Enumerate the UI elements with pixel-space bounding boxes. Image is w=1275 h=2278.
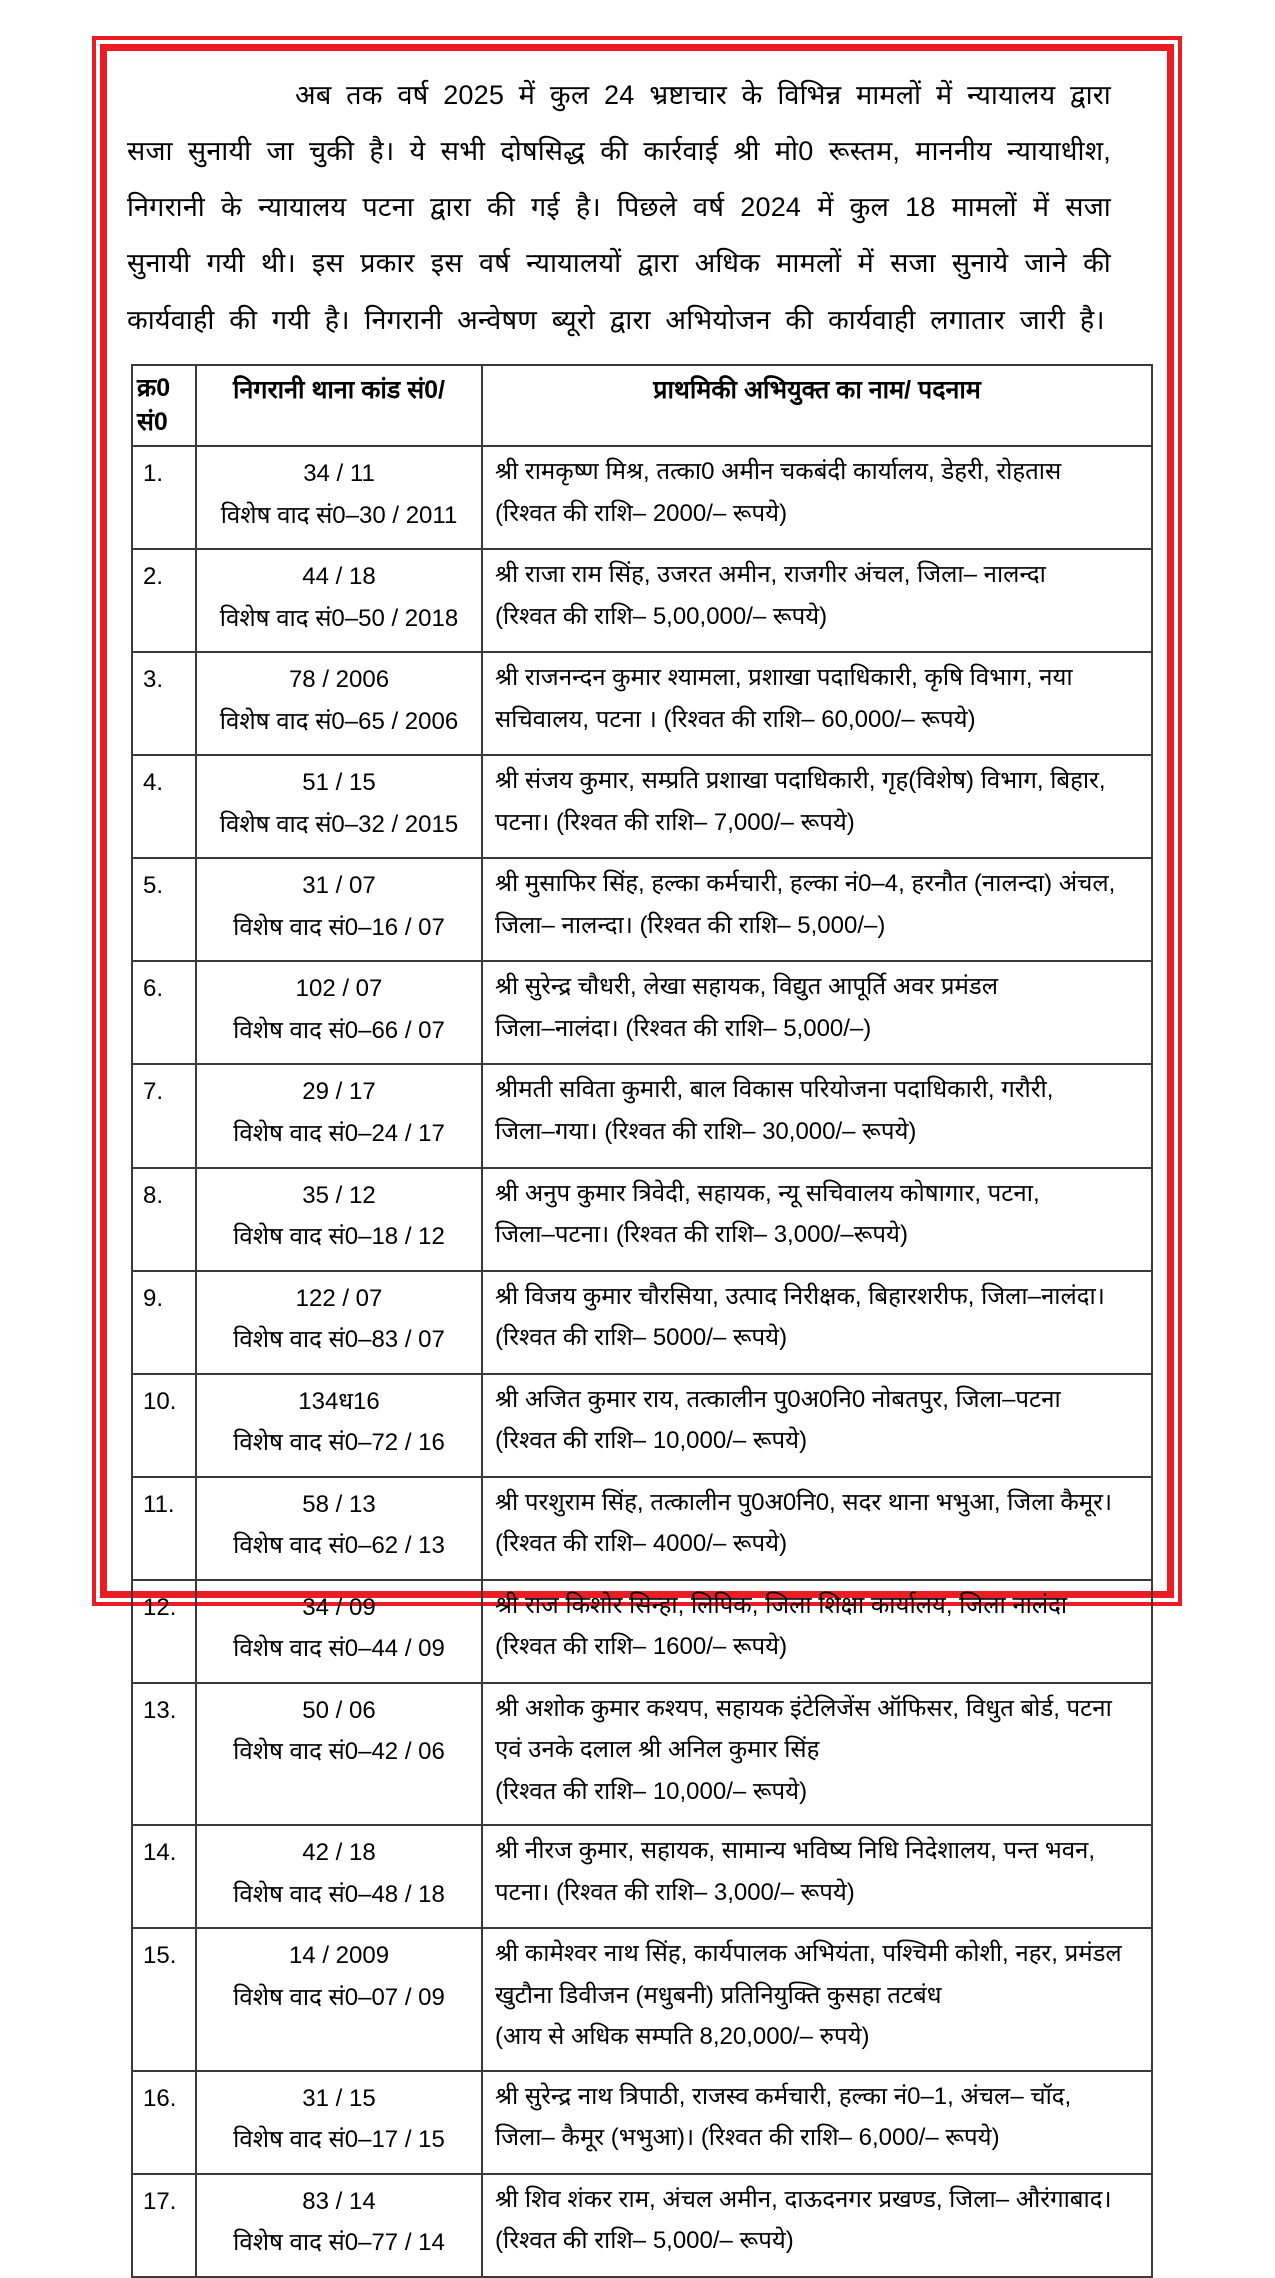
case-number: 134ध16 — [298, 1387, 380, 1415]
cell-accused-details — [482, 1928, 1152, 2071]
decorative-red-frame — [92, 36, 1182, 2257]
cell-case-no — [196, 1683, 482, 1826]
table-row — [132, 961, 1152, 1064]
cell-serial-no: 7. — [132, 1064, 196, 1167]
accused-text-line: सचिवालय, पटना । (रिश्वत की राशि– 60,000/– रूपये) — [495, 705, 976, 733]
cell-serial-no: 13. — [132, 1683, 196, 1826]
accused-text-line: (रिश्वत की राशि– 5000/– रूपये) — [495, 1324, 788, 1352]
accused-text-line: पटना। (रिश्वत की राशि– 7,000/– रूपये) — [495, 808, 855, 836]
case-number: 83 / 14 — [302, 2187, 376, 2215]
accused-text-line: पटना। (रिश्वत की राशि– 3,000/– रूपये) — [495, 1878, 855, 1906]
special-case-number: विशेष वाद सं0–18 / 12 — [233, 1223, 445, 1251]
cell-accused-details — [482, 1477, 1152, 1580]
accused-text-line: श्री राजनन्दन कुमार श्यामला, प्रशाखा पदाधिकारी, कृषि विभाग, नया — [495, 664, 1073, 692]
special-case-number: विशेष वाद सं0–50 / 2018 — [219, 604, 459, 632]
accused-text-line: (रिश्वत की राशि– 5,00,000/– रूपये) — [495, 602, 828, 630]
cell-accused-details — [482, 446, 1152, 549]
case-number: 51 / 15 — [302, 769, 376, 797]
cell-accused-details — [482, 858, 1152, 961]
special-case-number: विशेष वाद सं0–42 / 06 — [233, 1738, 445, 1766]
cell-serial-no: 16. — [132, 2071, 196, 2174]
cell-accused-details — [482, 1064, 1152, 1167]
accused-text-line: जिला– कैमूर (भभुआ)। (रिश्वत की राशि– 6,000/– रूपये) — [495, 2124, 1000, 2152]
cell-serial-no: 8. — [132, 1168, 196, 1271]
accused-text-line: खुटौना डिवीजन (मधुबनी) प्रतिनियुक्ति कुसहा तटबंध — [495, 1981, 942, 2009]
table-row — [132, 858, 1152, 961]
accused-text-line: एवं उनके दलाल श्री अनिल कुमार सिंह — [495, 1736, 820, 1764]
table-row — [132, 1928, 1152, 2071]
cell-accused-details — [482, 1271, 1152, 1374]
cell-serial-no: 4. — [132, 755, 196, 858]
cell-accused-details — [482, 1683, 1152, 1826]
case-number: 34 / 09 — [302, 1593, 376, 1621]
cell-case-no — [196, 1271, 482, 1374]
special-case-number: विशेष वाद सं0–44 / 09 — [233, 1635, 445, 1663]
case-number: 78 / 2006 — [288, 666, 390, 694]
cases-table — [131, 364, 1153, 2278]
table-row — [132, 1477, 1152, 1580]
accused-text-line: (रिश्वत की राशि– 5,000/– रूपये) — [495, 2227, 794, 2255]
case-number: 14 / 2009 — [288, 1942, 390, 1970]
accused-text-line: श्री सुरेन्द्र नाथ त्रिपाठी, राजस्व कर्मचारी, हल्का नं0–1, अंचल– चॉद, — [495, 2082, 1072, 2110]
special-case-number: विशेष वाद सं0–77 / 14 — [233, 2229, 445, 2257]
case-number: 44 / 18 — [302, 563, 376, 591]
special-case-number: विशेष वाद सं0–62 / 13 — [233, 1532, 445, 1560]
cell-serial-no: 12. — [132, 1580, 196, 1683]
case-number: 29 / 17 — [302, 1078, 376, 1106]
accused-text-line: (आय से अधिक सम्पति 8,20,000/– रुपये) — [495, 2023, 870, 2051]
cell-serial-no: 6. — [132, 961, 196, 1064]
case-number: 42 / 18 — [302, 1839, 376, 1867]
accused-text-line: श्री राजा राम सिंह, उजरत अमीन, राजगीर अंचल, जिला– नालन्दा — [495, 561, 1046, 589]
cell-case-no — [196, 652, 482, 755]
special-case-number: विशेष वाद सं0–24 / 17 — [233, 1119, 445, 1147]
cell-accused-details — [482, 755, 1152, 858]
cell-accused-details — [482, 961, 1152, 1064]
cell-case-no — [196, 961, 482, 1064]
cell-serial-no: 11. — [132, 1477, 196, 1580]
accused-text-line: श्री कामेश्वर नाथ सिंह, कार्यपालक अभियंता, पश्चिमी कोशी, नहर, प्रमंडल — [495, 1940, 1122, 1968]
table-row — [132, 2174, 1152, 2277]
accused-text-line: श्री नीरज कुमार, सहायक, सामान्य भविष्य निधि निदेशालय, पन्त भवन, — [495, 1837, 1096, 1865]
accused-text-line: श्रीमती सविता कुमारी, बाल विकास परियोजना पदाधिकारी, गरौरी, — [495, 1076, 1054, 1104]
special-case-number: विशेष वाद सं0–83 / 07 — [233, 1326, 445, 1354]
cell-serial-no: 5. — [132, 858, 196, 961]
accused-text-line: श्री अनुप कुमार त्रिवेदी, सहायक, न्यू सचिवालय कोषागार, पटना, — [495, 1179, 1040, 1207]
table-row — [132, 1064, 1152, 1167]
cell-accused-details — [482, 1825, 1152, 1928]
header-accused-name: प्राथमिकी अभियुक्त का नाम/ पदनाम — [482, 365, 1152, 447]
cell-case-no — [196, 549, 482, 652]
table-row — [132, 652, 1152, 755]
cell-case-no — [196, 1374, 482, 1477]
header-serial-line1: क्र0 — [137, 373, 171, 402]
table-header-row — [132, 365, 1152, 447]
case-number: 31 / 15 — [302, 2084, 376, 2112]
decorative-red-frame-inner — [100, 44, 1174, 2257]
table-body — [132, 446, 1152, 2277]
cell-accused-details — [482, 1374, 1152, 1477]
table-row — [132, 1825, 1152, 1928]
header-case-no: निगरानी थाना कांड सं0/ — [196, 365, 482, 447]
special-case-number: विशेष वाद सं0–17 / 15 — [233, 2126, 445, 2154]
cell-accused-details — [482, 1168, 1152, 1271]
accused-text-line: श्री रामकृष्ण मिश्र, तत्का0 अमीन चकबंदी कार्यालय, डेहरी, रोहतास — [495, 458, 1062, 486]
cell-accused-details — [482, 2071, 1152, 2174]
case-number: 34 / 11 — [303, 460, 375, 488]
cell-case-no — [196, 1580, 482, 1683]
table-row — [132, 1580, 1152, 1683]
accused-text-line: श्री परशुराम सिंह, तत्कालीन पु0अ0नि0, सदर थाना भभुआ, जिला कैमूर। — [495, 1488, 1113, 1516]
cell-case-no — [196, 755, 482, 858]
table-row — [132, 2071, 1152, 2174]
accused-text-line: श्री शिव शंकर राम, अंचल अमीन, दाऊदनगर प्रखण्ड, जिला– औरंगाबाद। — [495, 2185, 1112, 2213]
accused-text-line: श्री संजय कुमार, सम्प्रति प्रशाखा पदाधिकारी, गृह(विशेष) विभाग, बिहार, — [495, 767, 1106, 795]
special-case-number: विशेष वाद सं0–32 / 2015 — [219, 810, 459, 838]
accused-text-line: जिला–पटना। (रिश्वत की राशि– 3,000/–रूपये) — [495, 1221, 908, 1249]
accused-text-line: श्री अशोक कुमार कश्यप, सहायक इंटेलिजेंस ऑफिसर, विधुत बोर्ड, पटना — [495, 1694, 1112, 1722]
special-case-number: विशेष वाद सं0–30 / 2011 — [220, 501, 458, 529]
cell-case-no — [196, 858, 482, 961]
table-row — [132, 549, 1152, 652]
special-case-number: विशेष वाद सं0–65 / 2006 — [219, 707, 459, 735]
cell-serial-no: 3. — [132, 652, 196, 755]
document-content — [107, 51, 1167, 2257]
cell-case-no — [196, 2071, 482, 2174]
cell-case-no — [196, 1064, 482, 1167]
cell-case-no — [196, 2174, 482, 2277]
cell-accused-details — [482, 1580, 1152, 1683]
cell-serial-no: 15. — [132, 1928, 196, 2071]
cell-serial-no: 17. — [132, 2174, 196, 2277]
special-case-number: विशेष वाद सं0–66 / 07 — [233, 1016, 445, 1044]
cell-accused-details — [482, 652, 1152, 755]
special-case-number: विशेष वाद सं0–07 / 09 — [233, 1983, 445, 2011]
table-row — [132, 755, 1152, 858]
special-case-number: विशेष वाद सं0–48 / 18 — [233, 1880, 445, 1908]
table-row — [132, 446, 1152, 549]
cell-serial-no: 10. — [132, 1374, 196, 1477]
accused-text-line: जिला– नालन्दा। (रिश्वत की राशि– 5,000/–) — [495, 911, 886, 939]
cell-accused-details — [482, 2174, 1152, 2277]
cell-serial-no: 1. — [132, 446, 196, 549]
cell-serial-no: 14. — [132, 1825, 196, 1928]
accused-text-line: श्री सुरेन्द्र चौधरी, लेखा सहायक, विद्युत आपूर्ति अवर प्रमंडल — [495, 973, 999, 1001]
case-number: 35 / 12 — [302, 1181, 376, 1209]
cell-serial-no: 9. — [132, 1271, 196, 1374]
case-number: 31 / 07 — [302, 872, 376, 900]
header-serial-no — [132, 365, 196, 447]
case-number: 122 / 07 — [295, 1284, 383, 1312]
accused-text-line: श्री विजय कुमार चौरसिया, उत्पाद निरीक्षक, बिहारशरीफ, जिला–नालंदा। — [495, 1282, 1105, 1310]
special-case-number: विशेष वाद सं0–16 / 07 — [233, 913, 445, 941]
accused-text-line: श्री अजित कुमार राय, तत्कालीन पु0अ0नि0 नोबतपुर, जिला–पटना — [495, 1385, 1061, 1413]
accused-text-line: (रिश्वत की राशि– 1600/– रूपये) — [495, 1633, 788, 1661]
header-serial-line2: सं0 — [137, 407, 168, 436]
case-number: 50 / 06 — [302, 1696, 376, 1724]
table-row — [132, 1271, 1152, 1374]
cell-case-no — [196, 1477, 482, 1580]
cell-case-no — [196, 1825, 482, 1928]
cell-case-no — [196, 446, 482, 549]
accused-text-line: (रिश्वत की राशि– 10,000/– रूपये) — [495, 1427, 808, 1455]
table-row — [132, 1683, 1152, 1826]
special-case-number: विशेष वाद सं0–72 / 16 — [233, 1429, 445, 1457]
accused-text-line: (रिश्वत की राशि– 10,000/– रूपये) — [495, 1777, 808, 1805]
table-row — [132, 1168, 1152, 1271]
accused-text-line: श्री राज किशोर सिन्हा, लिपिक, जिला शिक्षा कार्यालय, जिला नालंदा — [495, 1591, 1068, 1619]
accused-text-line: जिला–गया। (रिश्वत की राशि– 30,000/– रूपये) — [495, 1117, 917, 1145]
case-number: 58 / 13 — [302, 1490, 376, 1518]
case-number: 102 / 07 — [295, 975, 383, 1003]
accused-text-line: (रिश्वत की राशि– 2000/– रूपये) — [495, 499, 788, 527]
cell-case-no — [196, 1168, 482, 1271]
cell-accused-details — [482, 549, 1152, 652]
accused-text-line: श्री मुसाफिर सिंह, हल्का कर्मचारी, हल्का नं0–4, हरनौत (नालन्दा) अंचल, — [495, 870, 1116, 898]
table-row — [132, 1374, 1152, 1477]
cell-serial-no: 2. — [132, 549, 196, 652]
accused-text-line: जिला–नालंदा। (रिश्वत की राशि– 5,000/–) — [495, 1014, 872, 1042]
intro-paragraph: अब तक वर्ष 2025 में कुल 24 भ्रष्टाचार के विभिन्न मामलों में न्यायालय द्वारा सजा सुनायी जा चुकी है। ये सभी दोषसिद्ध की कार्रवाई श्री मो0 रूस्तम, माननीय न्यायाधीश, निगरानी के न्यायालय पटना द्वारा की गई है। पिछले वर्ष 2024 में कुल 18 मामलों में सजा सुनायी गयी थी। इस प्रकार इस वर्ष न्यायालयों द्वारा अधिक मामलों में सजा सुनाये जाने की कार्यवाही की गयी है। निगरानी अन्वेषण ब्यूरो द्वारा अभियोजन की कार्यवाही लगातार जारी है। — [127, 80, 1111, 335]
accused-text-line: (रिश्वत की राशि– 4000/– रूपये) — [495, 1530, 788, 1558]
cell-case-no — [196, 1928, 482, 2071]
